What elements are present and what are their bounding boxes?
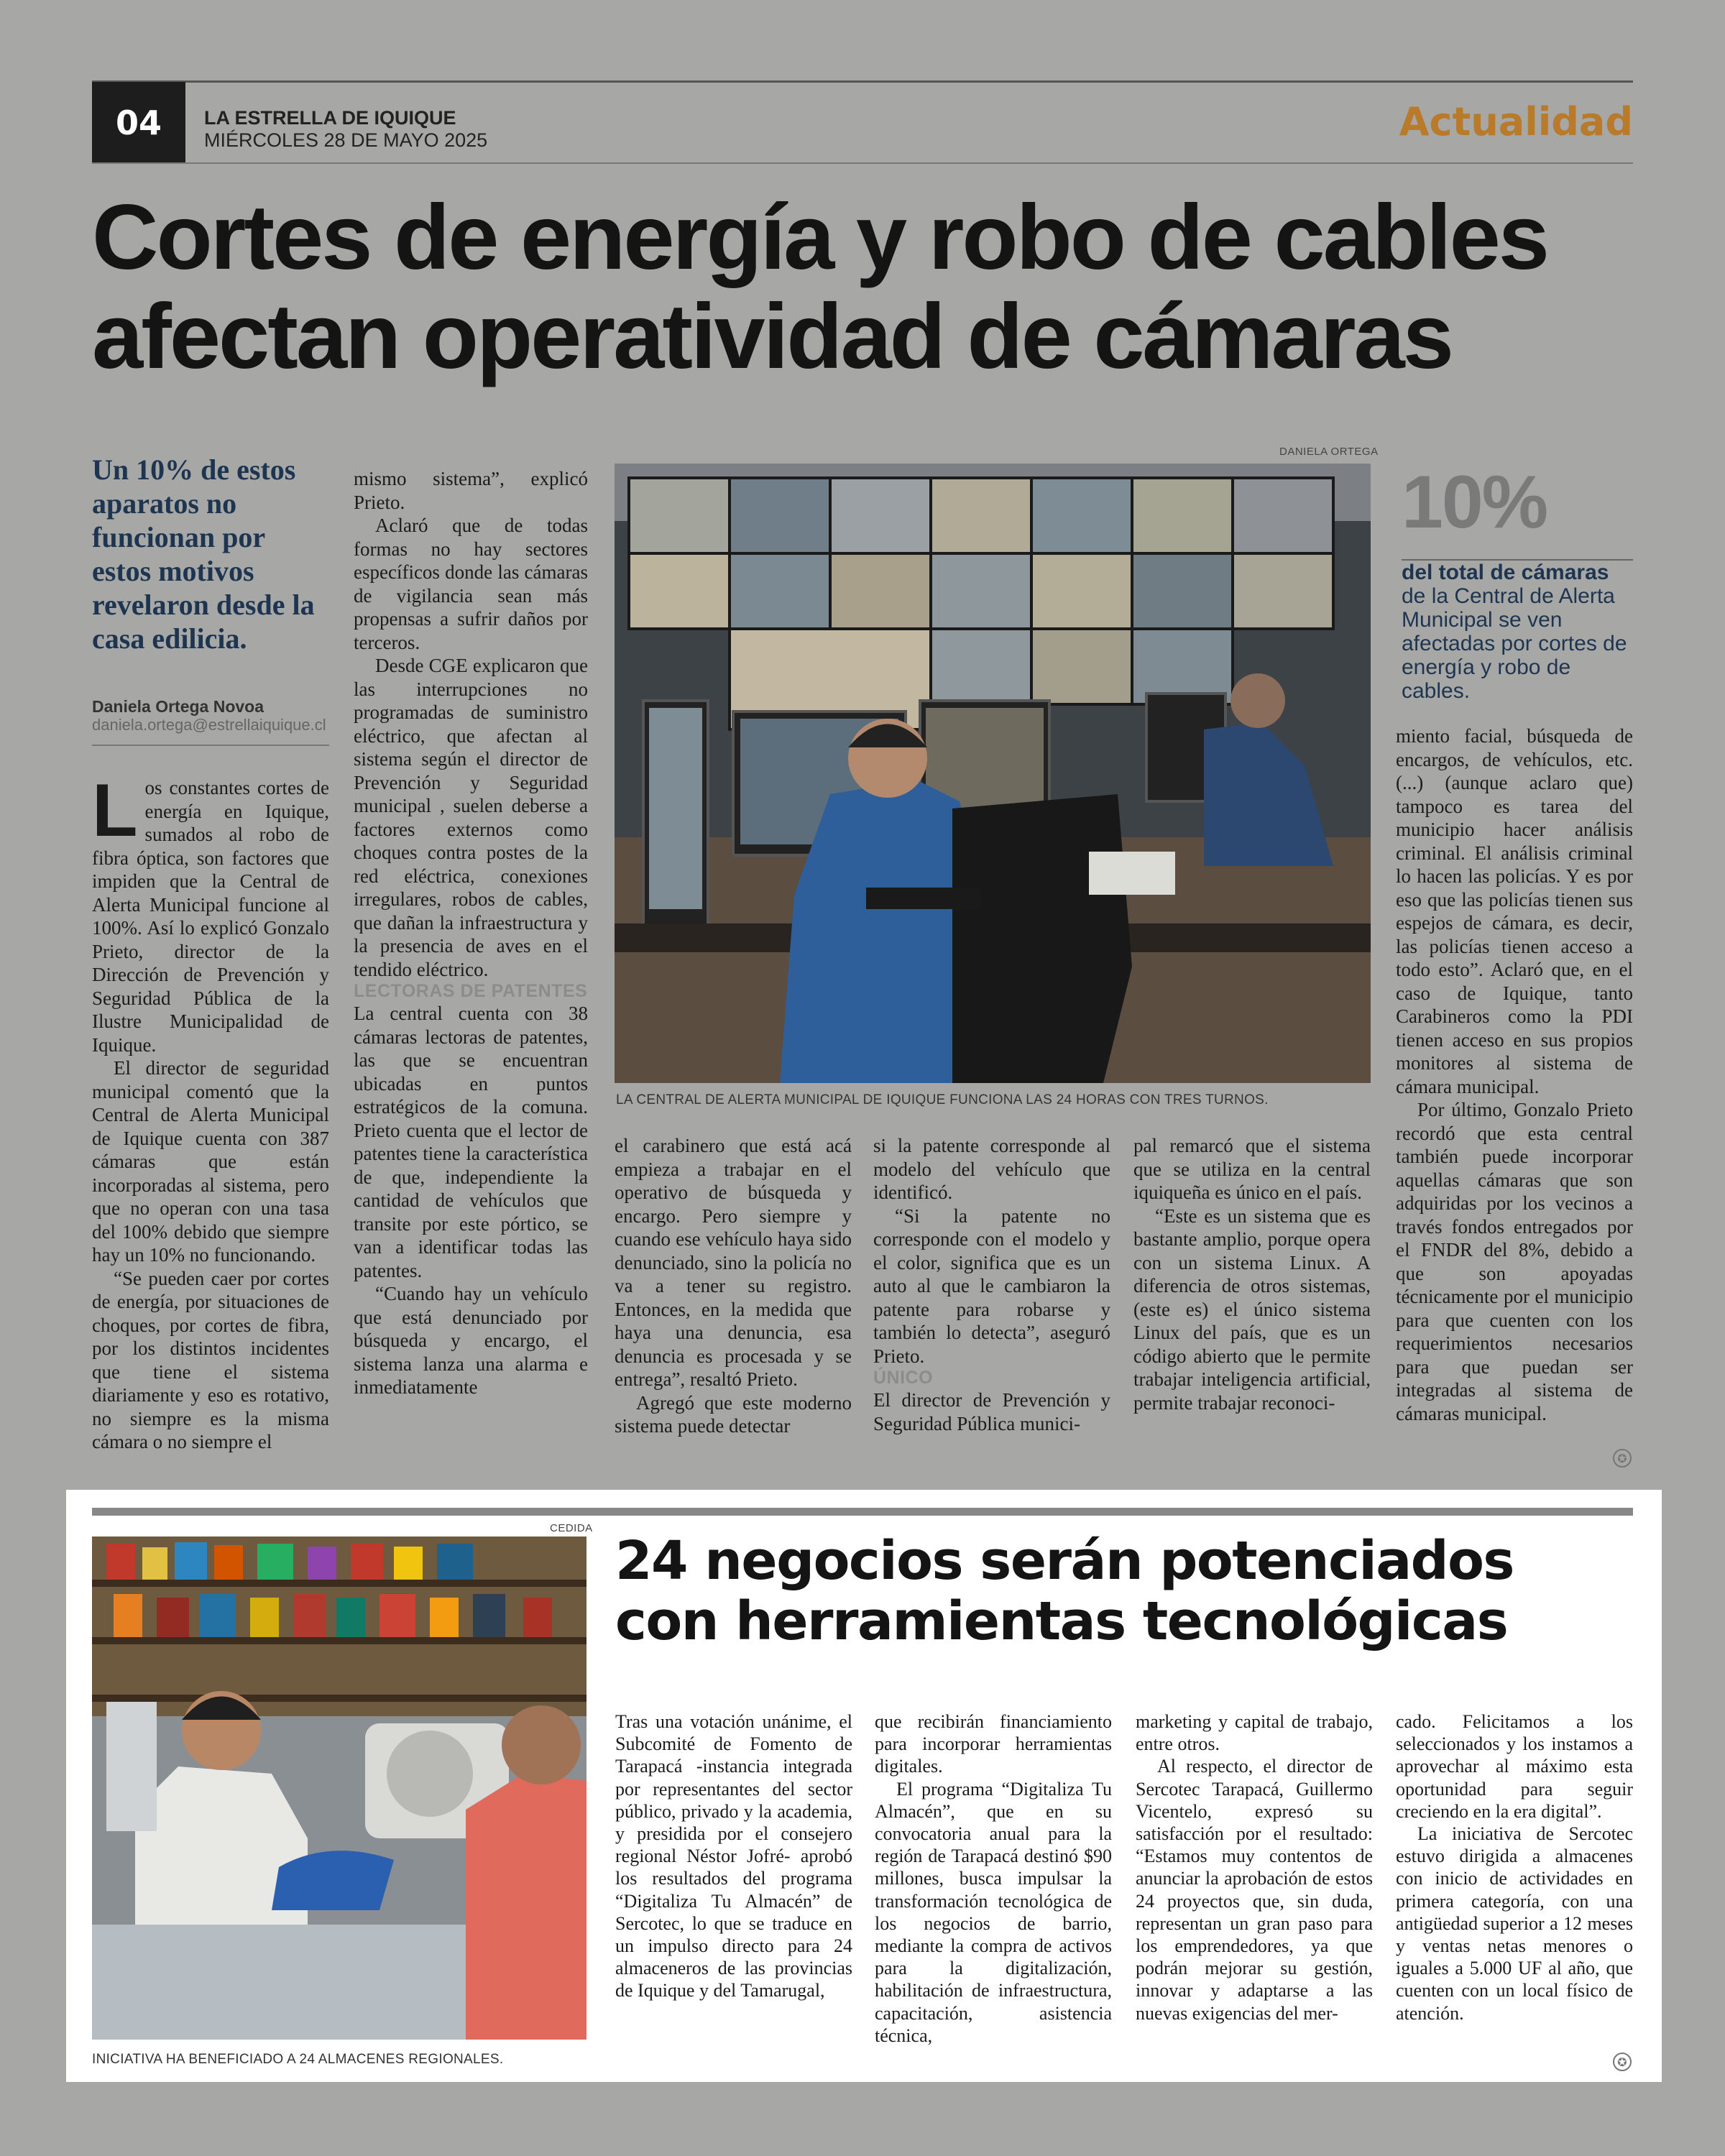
paragraph: “Cuando hay un vehículo que está denunciado por búsqueda y encargo, el sistema lanza una alarma e inmediatamente [354, 1283, 588, 1398]
stat-description [1402, 561, 1639, 703]
paragraph: La iniciativa de Sercotec estuvo dirigida a almacenes con inicio de actividades en primera categoría, con una antigüedad superior a 12 meses y ventas netas menores o iguales a 5.000 UF al año, que cuenten con un local físico de atención. [1396, 1823, 1633, 2024]
newspaper-name: LA ESTRELLA DE IQUIQUE [204, 107, 456, 129]
article-column-6 [1396, 724, 1633, 1425]
second-article-rule [92, 1508, 1633, 1516]
second-column-3 [1136, 1710, 1373, 2024]
paragraph: “Se pueden caer por cortes de energía, por situaciones de choques, por cortes de fibra, por los distintos incidentes que tiene el sistema diariamente y eso es rotativo, no siempre es la misma cámara o no siempre el [92, 1267, 329, 1452]
paragraph: El director de seguridad municipal comentó que la Central de Alerta Municipal de Iquique cuenta con 387 cámaras que están incorporadas al sistema, pero que no operan con una tasa del 100% debido que siempre hay un 10% no funcionando. [92, 1057, 329, 1266]
subheading-lectoras: LECTORAS DE PATENTES [354, 981, 588, 1001]
author-email[interactable]: daniela.ortega@estrellaiquique.cl [92, 716, 326, 734]
section-label: Actualidad [1399, 99, 1633, 144]
author-name: Daniela Ortega Novoa [92, 697, 264, 716]
article-column-1 [92, 769, 329, 1454]
paragraph: que recibirán financiamiento para incorporar herramientas digitales. [875, 1711, 1112, 1777]
paragraph: si la patente corresponde al modelo del vehículo que identificó. [873, 1135, 1110, 1203]
article-end-icon: ✪ [1613, 2053, 1632, 2071]
paragraph: Aclaró que de todas formas no hay sectores específicos donde las cámaras de vigilancia sean más propensas a sufrir daños por terceros. [354, 515, 588, 653]
paragraph: marketing y capital de trabajo, entre otros. [1136, 1711, 1373, 1755]
main-headline-line1: Cortes de energía y robo de cables [92, 186, 1547, 289]
paragraph: Al respecto, el director de Sercotec Tarapacá, Guillermo Vicentelo, expresó su satisfacción por el resultado: “Estamos muy contentos de anunciar la aprobación de estos 24 proyectos que, sin duda, representan un gran paso para los emprendedores, ya que podrán mejorar su gestión, innovar y adaptarse a las nuevas exigencias del mer- [1136, 1756, 1373, 2024]
header-rule [92, 162, 1633, 164]
subheading-unico: ÚNICO [873, 1368, 934, 1388]
shop-photo [92, 1537, 586, 2040]
second-column-1 [615, 1710, 852, 2002]
paragraph: “Si la patente no corresponde con el modelo y el color, significa que es un auto al que le cambiaron la patente para robarse y también lo detecta”, aseguró Prieto. [873, 1204, 1110, 1367]
paragraph: el carabinero que está acá empieza a trabajar en el operativo de búsqueda y encargo. Pero siempre y cuando ese vehículo haya sido denunciado, sino la policía no va a tener su registro. Entonces, en la medida que haya una denuncia, esa denuncia es procesada y se entrega”, resaltó Prieto. [615, 1135, 852, 1390]
stat-bold-text: del total de cámaras [1402, 561, 1609, 584]
stat-text: de la Central de Alerta Municipal se ven afectadas por cortes de energía y robo de cables. [1402, 584, 1627, 703]
second-column-2 [875, 1710, 1112, 2047]
paragraph: mismo sistema”, explicó Prieto. [354, 468, 588, 513]
paragraph: Por último, Gonzalo Prieto recordó que esta central también puede incorporar aquellas cámaras que son adquiridas por los vecinos a través fondos entregados por el FNDR del 8%, debido a que son apoyadas técnicamente por el municipio para que cuenten con los requerimientos necesarios para que puedan ser integradas al sistema de cámaras municipal. [1396, 1099, 1633, 1424]
article-column-2 [354, 467, 588, 1399]
paragraph: pal remarcó que el sistema que se utiliza en la central iquiqueña es único en el país. [1133, 1135, 1371, 1203]
article-column-4 [873, 1134, 1110, 1435]
paragraph: El programa “Digitaliza Tu Almacén”, que en su convocatoria anual para la región de Tarapacá destinó $90 millones, busca impulsar la transformación tecnológica de los negocios de barrio, mediante la compra de activos para la digitalización, habilitación de infraestructura, capacitación, asistencia técnica, [875, 1778, 1112, 2046]
paragraph: La central cuenta con 38 cámaras lectoras de patentes, las que se encuentran ubicadas en puntos estratégicos de la comuna. Prieto cuenta que el lector de patentes tiene la característica de que, independiente la cantidad de vehículos que transite por este pórtico, se van a identificar todas las patentes. [354, 1003, 588, 1281]
main-headline-line2: afectan operatividad de cámaras [92, 285, 1452, 388]
paragraph: Tras una votación unánime, el Subcomité de Fomento de Tarapacá -instancia integrada por representantes del sector público, privado y la academia, y presidida por el consejero regional Néstor Jofré- aprobó los resultados del programa “Digitaliza Tu Almacén” de Sercotec, lo que se traduce en un impulso directo para 24 almaceneros de las provincias de Iquique y del Tamarugal, [615, 1711, 852, 2001]
photo-credit-2: CEDIDA [550, 1522, 593, 1534]
shop-illustration [92, 1537, 586, 2040]
photo-credit: DANIELA ORTEGA [1279, 446, 1379, 458]
photo-caption-2: INICIATIVA HA BENEFICIADO A 24 ALMACENES REGIONALES. [92, 2052, 504, 2067]
main-headline [92, 188, 1637, 387]
top-rule [92, 80, 1633, 83]
second-headline [615, 1531, 1636, 1651]
paragraph: Desde CGE explicaron que las interrupciones no programadas de suministro eléctrico, que afectan al sistema según el director de Prevención y Seguridad municipal , suelen deberse a factores externos como choques contra postes de la red eléctrica, conexiones irregulares, robos de cables, que dañan la infraestructura y la presencia de aves en el tendido eléctrico. [354, 655, 588, 980]
stat-value: 10% [1402, 461, 1547, 544]
paragraph: Los constantes cortes de energía en Iquique, sumados al robo de fibra óptica, son factores que impiden que la Central de Alerta Municipal funcione al 100%. Así lo explicó Gonzalo Prieto, director de la Dirección de Prevención y Seguridad Pública de la Ilustre Municipalidad de Iquique. [92, 769, 329, 1056]
paragraph: cado. Felicitamos a los seleccionados y los instamos a aprovechar al máximo esta oportunidad para seguir creciendo en la era digital”. [1396, 1711, 1633, 1822]
shelves [92, 1537, 586, 1716]
paragraph: “Este es un sistema que es bastante amplio, porque opera con un sistema Linux. A diferencia de otros sistemas, (este es) el único sistema Linux del país, que es un código abierto que le permite trabajar inteligencia artificial, permite trabajar reconoci- [1133, 1204, 1371, 1414]
issue-date: MIÉRCOLES 28 DE MAYO 2025 [204, 129, 488, 151]
paragraph: miento facial, búsqueda de encargos, de vehículos, etc. (...) (aunque aclaro que) tampoco es tarea del municipio hacer análisis criminal. El análisis criminal lo hacen las policías. Y es por eso que las policías tienen sus espejos de cámara, es decir, las policías tienen acceso a todo esto”. Aclaró que, en el caso de Iquique, tanto Carabineros como la PDI tienen acceso en sus propios monitores al sistema de cámara municipal. [1396, 725, 1633, 1097]
paragraph: El director de Prevención y Seguridad Pública munici- [873, 1389, 1110, 1434]
paragraph: Agregó que este moderno sistema puede detectar [615, 1391, 852, 1437]
control-room-illustration [615, 464, 1371, 1083]
article-column-3 [615, 1134, 852, 1438]
second-headline-line2: con herramientas tecnológicas [615, 1590, 1508, 1652]
article-end-icon: ✪ [1613, 1449, 1632, 1468]
article-deck: Un 10% de estos aparatos no funcionan por estos motivos revelaron desde la casa edilicia. [92, 453, 315, 655]
second-headline-line1: 24 negocios serán potenciados [615, 1530, 1514, 1592]
drop-cap: L [92, 769, 138, 852]
control-room-photo [615, 464, 1371, 1083]
article-column-5 [1133, 1134, 1371, 1414]
page-number: 04 [92, 82, 185, 164]
second-column-4 [1396, 1710, 1633, 2024]
byline-divider [92, 745, 329, 746]
photo-caption: LA CENTRAL DE ALERTA MUNICIPAL DE IQUIQUE FUNCIONA LAS 24 HORAS CON TRES TURNOS. [616, 1092, 1269, 1107]
